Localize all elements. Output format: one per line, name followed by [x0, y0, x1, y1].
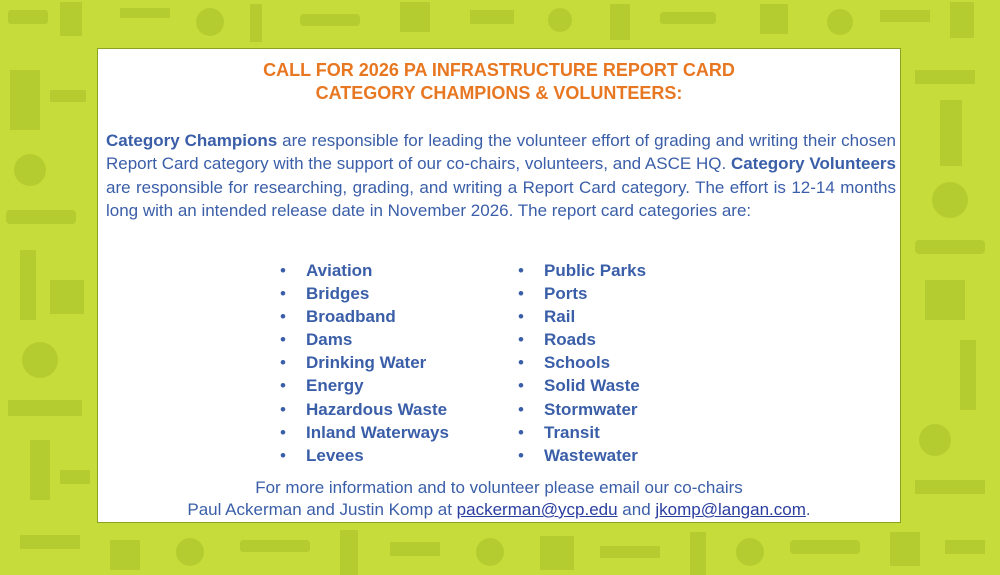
announcement-card — [97, 48, 901, 523]
category-item: • Solid Waste — [516, 374, 646, 397]
co-chairs-text: Paul Ackerman and Justin Komp at — [187, 500, 457, 519]
champions-description: are responsible for leading the volunteer effort of grading and writing their chosen Report Card category with the support of our co-chairs, volunteers, and ASCE HQ. — [106, 131, 896, 174]
contact-footer — [98, 477, 900, 521]
champions-term: Category Champions — [106, 131, 278, 150]
category-item: • Aviation — [278, 259, 449, 282]
conjunction-text: and — [617, 500, 656, 519]
category-item: • Ports — [516, 282, 646, 305]
category-item: • Public Parks — [516, 259, 646, 282]
category-item: • Dams — [278, 328, 449, 351]
title-line-2: CATEGORY CHAMPIONS & VOLUNTEERS: — [315, 83, 683, 103]
title-line-1: CALL FOR 2026 PA INFRASTRUCTURE REPORT CARD — [263, 60, 735, 80]
category-item: • Levees — [278, 444, 449, 467]
category-item: • Schools — [516, 351, 646, 374]
category-item: • Transit — [516, 421, 646, 444]
category-item: • Drinking Water — [278, 351, 449, 374]
category-item: • Wastewater — [516, 444, 646, 467]
email-link-ackerman[interactable]: packerman@ycp.edu — [456, 500, 618, 519]
volunteers-description: are responsible for researching, grading, and writing a Report Card category. The effort is 12-14 months long with an intended release date in November 2026. The report card categories are: — [106, 177, 896, 221]
category-item: • Stormwater — [516, 398, 646, 421]
description-text — [106, 129, 896, 223]
volunteers-term: Category Volunteers — [730, 154, 896, 174]
footer-line-1: For more information and to volunteer please email our co-chairs — [255, 478, 743, 497]
category-item: • Hazardous Waste — [278, 398, 449, 421]
category-item: • Broadband — [278, 305, 449, 328]
footer-period: . — [805, 500, 811, 519]
footer-line-2 — [98, 499, 900, 521]
categories-list-left — [278, 259, 449, 467]
category-item: • Inland Waterways — [278, 421, 449, 444]
categories-list-right — [516, 259, 646, 467]
category-item: • Roads — [516, 328, 646, 351]
category-item: • Rail — [516, 305, 646, 328]
announcement-title — [98, 59, 900, 105]
description-paragraph — [106, 129, 896, 223]
category-item: • Bridges — [278, 282, 449, 305]
category-item: • Energy — [278, 374, 449, 397]
email-link-komp[interactable]: jkomp@langan.com — [655, 500, 806, 519]
